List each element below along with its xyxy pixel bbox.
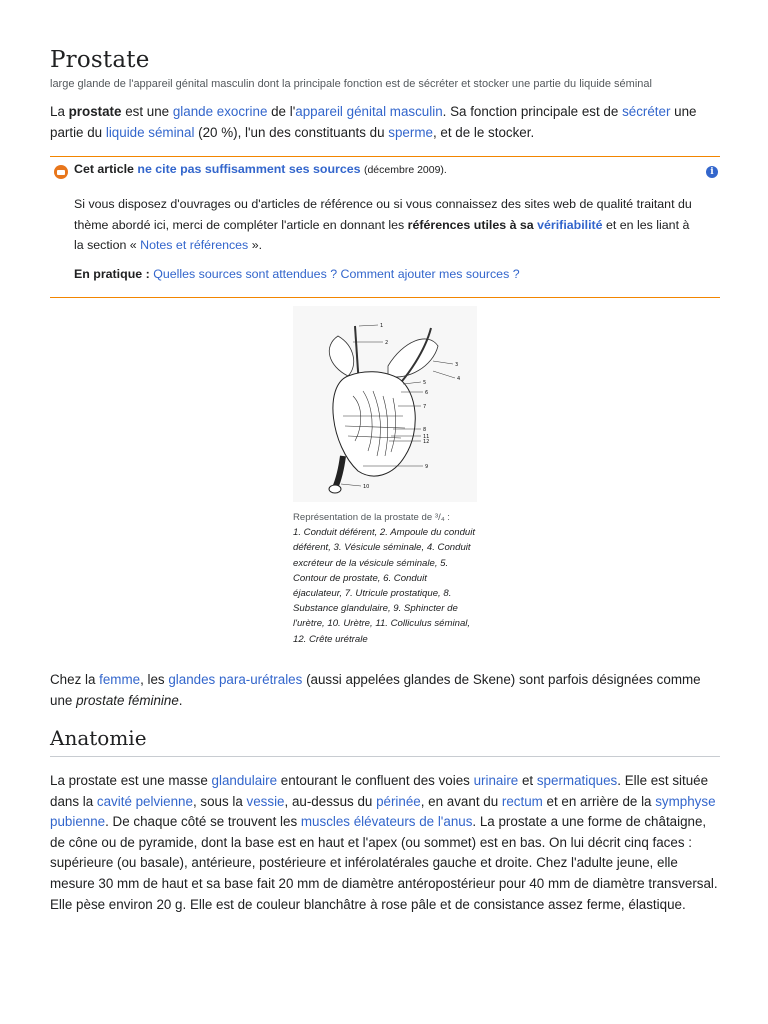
fig-label: 5 [423,380,427,386]
fig-label: 3 [455,362,459,368]
text: Chez la [50,672,100,687]
practice-label: En pratique : [74,267,150,281]
link-glandulaire[interactable]: glandulaire [211,773,278,788]
text: La [50,104,69,119]
link-spermatiques[interactable]: spermatiques [536,773,618,788]
warning-book-icon [54,165,68,179]
fig-label: 12 [423,439,430,445]
text: . La prostate a une forme de châtaigne, de cône ou de pyramide, dont la base est en haut et l'apex (ou sommet) est en bas. On lui décrit cinq faces : supérieure (ou basale), antérieure, postérieure et inférolatérales gauche et droite. Chez l'adulte jeune, elle mesure 30 mm de haut et sa base fait 20 mm de diamètre antéropostérieur pour 40 mm de diamètre transversal. Elle pèse environ 20 g. Elle est de couleur blanchâtre à rose pâle et de consistance assez ferme, élastique. [50,814,718,912]
link-liquide-seminal[interactable]: liquide séminal [105,125,195,140]
text: , sous la [192,793,247,809]
text: La prostate est une masse [50,773,212,788]
text: de l' [267,104,296,119]
intro-paragraph [50,101,720,143]
text: est une [121,104,173,119]
text: une partie du [50,104,697,140]
fig-label: 4 [457,376,461,382]
text: . De chaque côté se trouvent les [105,814,301,830]
sources-notice-box [50,156,720,298]
caption-lead: Représentation de la prostate de ³/₄ : [293,512,450,523]
prostate-diagram-image[interactable] [293,306,477,502]
notice-header [74,162,447,176]
link-perinee[interactable]: périnée [376,793,421,809]
fig-label: 11 [423,434,430,440]
link-sources-notice[interactable]: ne cite pas suffisamment ses sources [137,162,361,176]
link-glandes-para-uretrales[interactable]: glandes para-urétrales [168,672,303,687]
link-glande-exocrine[interactable]: glande exocrine [172,104,268,119]
fig-label: 7 [423,404,427,410]
link-vessie[interactable]: vessie [246,793,285,809]
figure-caption [293,510,477,647]
fig-label: 8 [423,427,427,433]
female-prostate-paragraph [50,669,720,711]
link-sources-attendues[interactable]: Quelles sources sont attendues ? [153,267,338,281]
text: , et de le stocker. [432,125,535,140]
text: . Elle est située dans la [50,773,709,809]
page-title: Prostate [50,47,150,73]
fig-label: 10 [363,484,370,490]
fig-label: 6 [425,390,429,396]
text: et [518,773,537,788]
link-muscles-elevateurs[interactable]: muscles élévateurs de l'anus [300,814,473,830]
notice-date: (décembre 2009). [363,164,447,176]
notice-bold: Cet article [74,162,134,176]
notice-body [74,194,694,256]
fig-label: 1 [380,323,384,329]
text: , les [140,672,169,687]
info-icon[interactable]: i [706,166,718,178]
link-urinaire[interactable]: urinaire [473,773,519,788]
text: , au-dessus du [284,793,377,809]
anatomy-paragraph [50,771,720,915]
prostate-figure [293,306,477,647]
link-symphyse-pubienne[interactable]: symphyse pubienne [50,793,716,830]
link-appareil-genital[interactable]: appareil génital masculin [295,104,443,119]
text: , en avant du [420,793,502,809]
text: . [178,693,183,708]
text: . Sa fonction principale est de [442,104,623,119]
text: et en arrière de la [542,793,656,809]
link-rectum[interactable]: rectum [501,793,543,809]
fig-label: 9 [425,464,429,470]
link-notes-references[interactable]: Notes et références [140,238,249,252]
bold-text: références utiles à sa [407,217,538,232]
link-cavite-pelvienne[interactable]: cavité pelvienne [96,793,193,809]
link-femme[interactable]: femme [99,672,141,687]
text: entourant le confluent des voies [277,773,474,788]
text: Si vous disposez d'ouvrages ou d'articles de référence ou si vous connaissez des sites web de qualité traitant du thème abordé ici, merci de compléter l'article en donnant les [74,197,692,232]
text: (aussi appelées glandes de Skene) sont parfois désignées comme une [50,672,701,708]
text: ». [248,238,263,252]
caption-items: 1. Conduit déférent, 2. Ampoule du conduit déférent, 3. Vésicule séminale, 4. Conduit excréteur de la vésicule séminale, 5. Contour de prostate, 6. Conduit éjaculateur, 7. Utricule prostatique, 8. Substance glandulaire, 9. Sphincter de l'urètre, 10. Urètre, 11. Colliculus séminal, 12. Crête urétrale [293,527,476,645]
page-tagline: large glande de l'appareil génital masculin dont la principale fonction est de sécréter et stocker une partie du liquide séminal [50,78,652,90]
link-verifiabilite[interactable]: vérifiabilité [537,217,603,232]
notice-practice [74,267,520,281]
link-ajouter-sources[interactable]: Comment ajouter mes sources ? [340,267,520,281]
fig-label: 2 [385,340,389,346]
text: (20 %), l'un des constituants du [194,125,389,140]
link-secreter[interactable]: sécréter [622,104,671,119]
link-sperme[interactable]: sperme [388,125,433,140]
section-heading-anatomie: Anatomie [50,726,720,757]
text: et en les liant à la section « [74,217,690,252]
italic-term: prostate féminine [76,693,179,708]
bold-term: prostate [68,104,122,119]
